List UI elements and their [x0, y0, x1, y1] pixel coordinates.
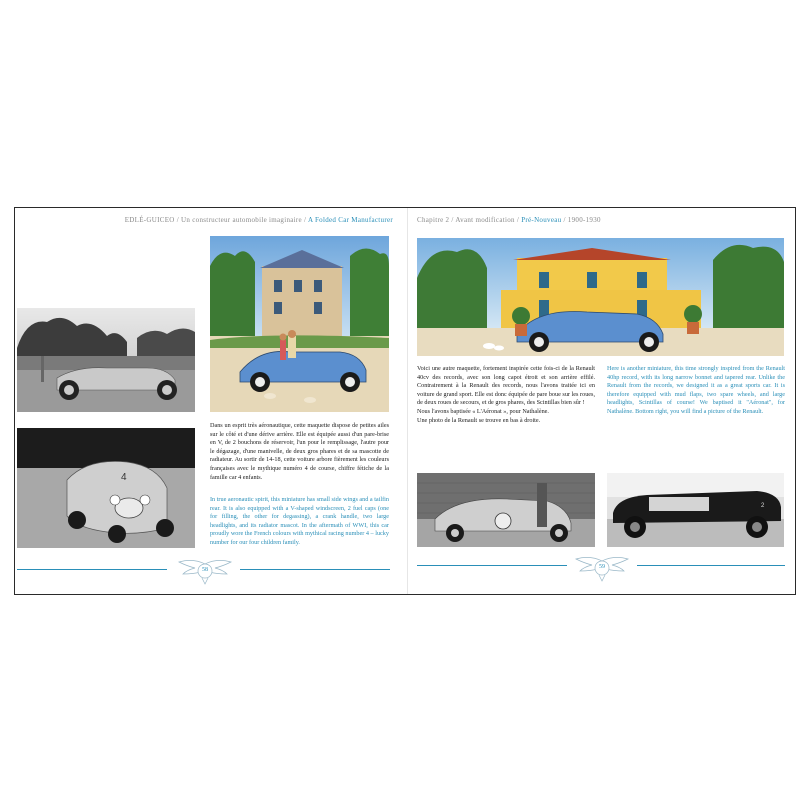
left-text-english — [210, 496, 389, 548]
header-subtitle: Avant modification — [455, 216, 515, 224]
book-spread — [14, 207, 796, 595]
right-text-english — [607, 365, 785, 417]
svg-text:4: 4 — [121, 472, 127, 483]
header-subtitle-fr: Un constructeur automobile imaginaire — [181, 216, 302, 224]
svg-text:2: 2 — [761, 503, 765, 509]
header-separator: / — [449, 216, 456, 224]
footer-rule-left — [17, 569, 167, 570]
left-text-french — [210, 422, 389, 482]
footer-rule-right — [240, 569, 390, 570]
right-page-header — [417, 216, 601, 224]
header-separator: / — [514, 216, 522, 224]
header-brand: EDLÉ-GUICEO — [124, 216, 175, 224]
header-separator: / — [561, 216, 568, 224]
footer-rule-right — [637, 565, 785, 566]
header-separator: / — [174, 216, 182, 224]
header-subtitle-en: A Folded Car Manufacturer — [307, 216, 393, 224]
paragraph-french-3: Une photo de la Renault se trouve en bas à droite. — [417, 416, 541, 424]
paragraph-english: In true aeronautic spirit, this miniature has small side wings and a tailfin rear. It is also equipped with a V-shaped windscreen, 2 fuel caps (one for filling, the other for degassing), a crank handle, two large headlights, and its radiator mascot. In the aftermath of WWI, this car proudly wore the French colours with mythical racing number 4 – lucky number for our four children family. — [210, 496, 389, 546]
winged-emblem-icon — [175, 556, 235, 586]
header-accent: Pré-Nouveau — [521, 216, 562, 224]
footer-rule-left — [417, 565, 567, 566]
photo-aeronat-yellow-house — [417, 238, 784, 356]
paragraph-french-2: Nous l'avons baptisée « L'Aéronat », pour Nathalène. — [417, 407, 549, 415]
header-separator: / — [301, 216, 308, 224]
right-text-french — [417, 365, 595, 425]
paragraph-english: Here is another miniature, this time strongly inspired from the Renault 40hp record, with its long narrow bonnet and tapered rear. Unlike the Renault from the records, we designed it as a great sports car. It is therefore equipped with mud flaps, two spare wheels, and large headlights, Scintillas of course! We baptised it "Aéronat", for Nathalène. Bottom right, you will find a picture of the Renault. — [607, 365, 785, 415]
left-page — [15, 208, 407, 594]
page-number: 58 — [202, 567, 208, 573]
winged-emblem-icon — [572, 553, 632, 583]
photo-gray-car-front — [17, 428, 195, 548]
paragraph-french-1: Voici une autre maquette, fortement inspirée cette fois-ci de la Renault 40cv des records, avec son long capot étroit et son arrière effilé. Contrairement à la Renault des records, nous l'avons traitée ici en voiture de grand sport. Elle est donc équipée de pare boue sur les roues, de deux roues de secours, et de gros phares, des Scintillas bien sûr ! — [417, 365, 595, 407]
page-number: 59 — [599, 564, 605, 570]
photo-renault-40cv — [607, 473, 784, 547]
header-years: 1900-1930 — [567, 216, 601, 224]
photo-gray-car-wall — [417, 473, 595, 547]
photo-blue-car-chateau — [210, 236, 389, 412]
paragraph-french: Dans un esprit très aéronautique, cette maquette dispose de petites ailes sur le côté et d'une dérive arrière. Elle est équipée aussi d'un pare-brise en V, de 2 bouchons de réservoir, l'un pour le remplissage, l'autre pour le dégazage, d'une manivelle, de deux gros phares et de sa mascotte de radiateur. Au sortir de 14-18, cette voiture arbore fièrement les couleurs françaises avec le mythique numéro 4 de course, chiffre fétiche de la famille car 4 enfants. — [210, 422, 389, 481]
photo-gray-car-side — [17, 308, 195, 412]
header-chapter: Chapitre 2 — [417, 216, 450, 224]
left-page-header — [125, 216, 393, 224]
right-page — [407, 208, 795, 594]
